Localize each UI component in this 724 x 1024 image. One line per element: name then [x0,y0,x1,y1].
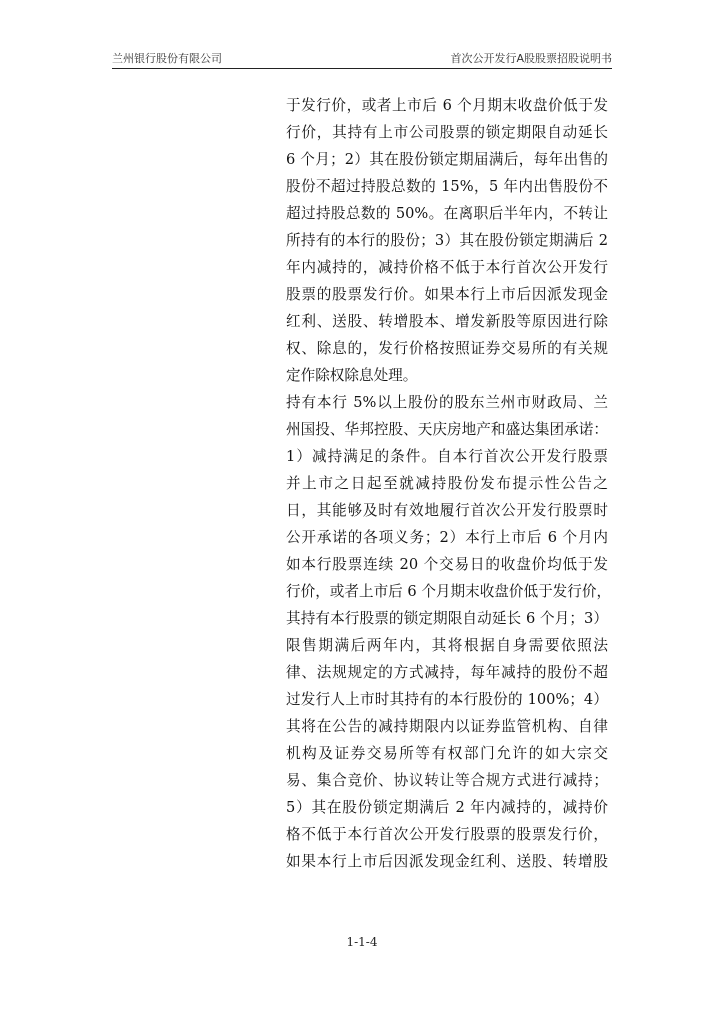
text-line: 持有本行 5%以上股份的股东兰州市财政局、兰 [286,394,608,411]
page-header [112,48,612,69]
text-line: 超过持股总数的 50%。在离职后半年内，不转让 [286,205,608,222]
text-line: 机构及证券交易所等有权部门允许的如大宗交 [286,745,608,762]
text-line: 过发行人上市时其持有的本行股份的 100%；4） [286,691,608,708]
text-line: 限售期满后两年内，其将根据自身需要依照法 [286,637,608,654]
text-line: 定作除权除息处理。 [286,367,418,384]
text-line: 所持有的本行的股份；3）其在股份锁定期满后 2 [286,232,608,249]
text-line: 律、法规规定的方式减持，每年减持的股份不超 [286,664,608,681]
text-line: 5）其在股份锁定期满后 2 年内减持的，减持价 [286,799,608,816]
text-line: 格不低于本行首次公开发行股票的股票发行价， [286,826,608,843]
text-line: 日，其能够及时有效地履行首次公开发行股票时 [286,502,608,519]
text-line: 其持有本行股票的锁定期限自动延长 6 个月；3） [286,610,608,627]
text-line: 行价，其持有上市公司股票的锁定期限自动延长 [286,124,608,141]
text-line: 6 个月；2）其在股份锁定期届满后，每年出售的 [286,151,608,168]
text-line: 州国投、华邦控股、天庆房地产和盛达集团承诺： [286,421,608,438]
text-line: 行价，或者上市后 6 个月期末收盘价低于发行价， [286,583,612,600]
text-line: 如本行股票连续 20 个交易日的收盘价均低于发 [286,556,608,573]
text-line: 1）减持满足的条件。自本行首次公开发行股票 [286,448,608,465]
text-line: 股份不超过持股总数的 15%，5 年内出售股份不 [286,178,608,195]
text-line: 公开承诺的各项义务；2）本行上市后 6 个月内 [286,529,608,546]
text-line: 红利、送股、转增股本、增发新股等原因进行除 [286,313,608,330]
text-line: 如果本行上市后因派发现金红利、送股、转增股 [286,853,608,870]
header-document-title: 首次公开发行A股股票招股说明书 [450,52,612,65]
text-line: 于发行价，或者上市后 6 个月期末收盘价低于发 [286,97,608,114]
body-text [286,92,612,875]
page-number: 1-1-4 [346,935,378,949]
text-line: 并上市之日起至就减持股份发布提示性公告之 [286,475,608,492]
text-line: 权、除息的，发行价格按照证券交易所的有关规 [286,340,608,357]
text-line: 易、集合竞价、协议转让等合规方式进行减持； [286,772,608,789]
text-line: 股票的股票发行价。如果本行上市后因派发现金 [286,286,608,303]
header-company-name: 兰州银行股份有限公司 [112,52,222,65]
page-footer [0,935,724,949]
text-line: 其将在公告的减持期限内以证券监管机构、自律 [286,718,608,735]
text-line: 年内减持的，减持价格不低于本行首次公开发行 [286,259,608,276]
